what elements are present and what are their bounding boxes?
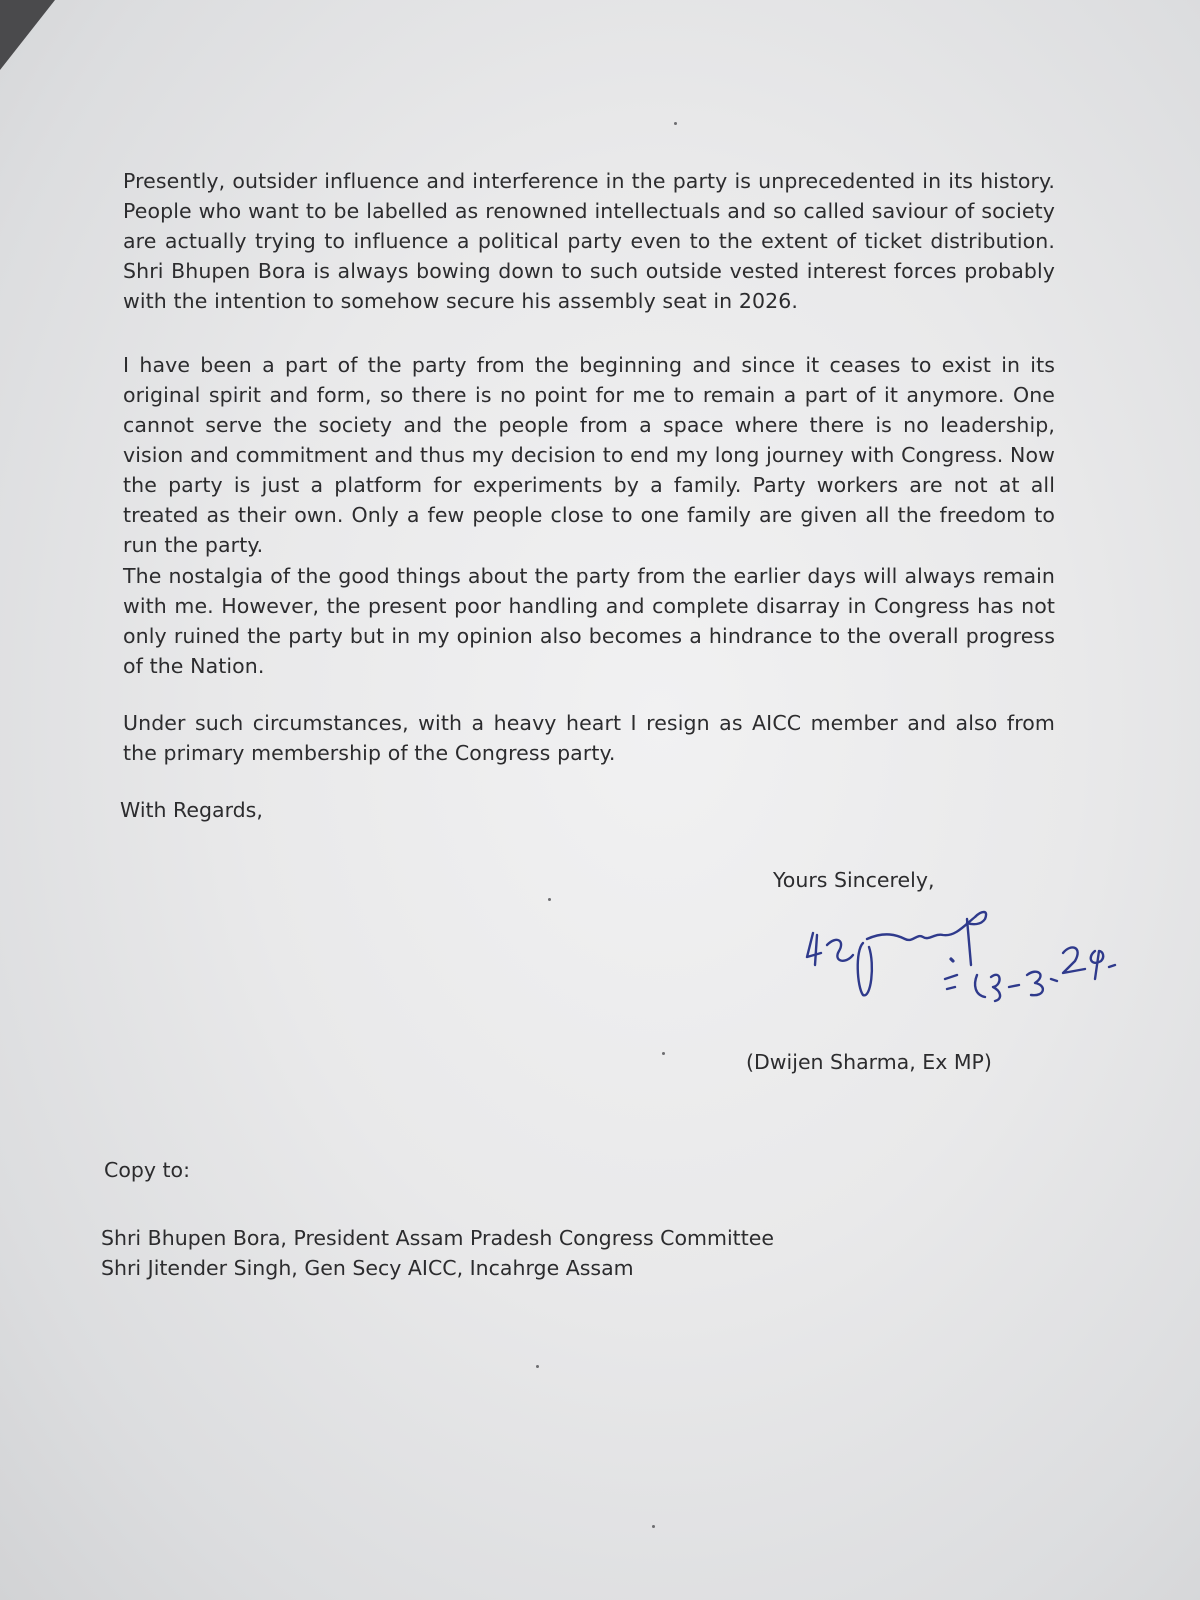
paragraph-4: Under such circumstances, with a heavy heart I resign as AICC member and also from the primary membership of the Congress party. bbox=[123, 711, 1055, 765]
paper-speck bbox=[536, 1365, 539, 1368]
handwritten-signature bbox=[805, 895, 1145, 1025]
page-corner-shadow bbox=[0, 0, 55, 70]
paper-speck bbox=[674, 122, 677, 125]
paragraph-2: I have been a part of the party from the beginning and since it ceases to exist in its original spirit and form, so there is no point for me to remain a part of it anymore. One cannot serve the society and the people from a space where there is no leadership, vision and commitment and thus my decision to end my long journey with Congress. Now the party is just a platform for experiments by a family. Party workers are not at all treated as their own. Only a few people close to one family are given all the freedom to run the party. bbox=[123, 353, 1055, 557]
paper-speck bbox=[662, 1052, 665, 1055]
regards-line: With Regards, bbox=[120, 798, 263, 822]
closing-line: Yours Sincerely, bbox=[773, 868, 935, 892]
signatory-name: (Dwijen Sharma, Ex MP) bbox=[746, 1050, 992, 1074]
copy-to-recipient: Shri Jitender Singh, Gen Secy AICC, Incahrge Assam bbox=[101, 1256, 634, 1280]
paper-speck bbox=[548, 898, 551, 901]
paper-speck bbox=[652, 1525, 655, 1528]
copy-to-label: Copy to: bbox=[104, 1158, 191, 1182]
paragraph-3: The nostalgia of the good things about the party from the earlier days will always remain with me. However, the present poor handling and complete disarray in Congress has not only ruined the party but in my opinion also becomes a hindrance to the overall progress of the Nation. bbox=[123, 564, 1055, 678]
paragraph-1: Presently, outsider influence and interference in the party is unprecedented in its history. People who want to be labelled as renowned intellectuals and so called saviour of society are actually trying to influence a political party even to the extent of ticket distribution. Shri Bhupen Bora is always bowing down to such outside vested interest forces probably with the intention to somehow secure his assembly seat in 2026. bbox=[123, 169, 1055, 313]
copy-to-recipient: Shri Bhupen Bora, President Assam Pradesh Congress Committee bbox=[101, 1226, 774, 1250]
